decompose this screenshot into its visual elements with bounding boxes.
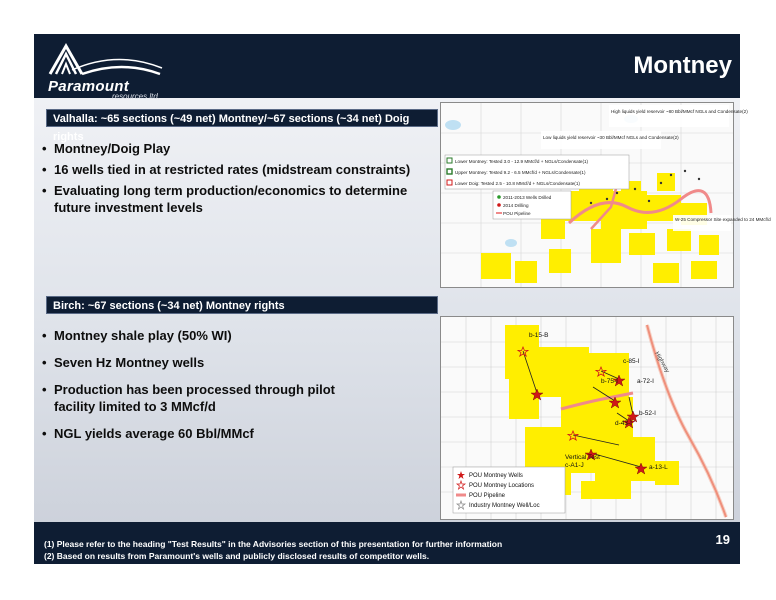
birch-map (440, 316, 734, 520)
page-title: Montney (633, 52, 732, 79)
footnote-1: (1) Please refer to the heading "Test Results" in the Advisories section of this presentation for further information (44, 539, 503, 549)
logo-subtitle: resources ltd. (112, 92, 161, 101)
well-label-c85i: c-85-I (623, 358, 640, 365)
map2-legend-pipeline: POU Pipeline (469, 493, 506, 499)
birch-banner: Birch: ~67 sections (~34 net) Montney rights (46, 296, 438, 314)
valhalla-map (440, 102, 771, 288)
list-item: • Production has been processed through pilot facility limited to 3 MMcf/d (42, 381, 354, 415)
map2-legend-wells: POU Montney Wells (469, 473, 523, 479)
vertical-test-well-label: c-A1-J (565, 462, 584, 469)
footnote-2: (2) Based on results from Paramount's wells and publicly disclosed results of competitor wells. (44, 551, 430, 561)
valhalla-bullet-list (42, 140, 422, 216)
map2-legend-industry: Industry Montney Well/Loc (469, 503, 540, 509)
map1-legend-lower-doig: Lower Doig: Tested 2.5 - 10.8 MMcf/d + NGLs/Condensate(1) (455, 181, 580, 186)
list-item: • Montney shale play (50% WI) (42, 327, 422, 344)
well-label-b75i: b-75-I (601, 378, 618, 385)
slide (34, 34, 771, 564)
map1-legend-pipeline: POU Pipeline (503, 211, 531, 216)
valhalla-map-graphic (441, 103, 771, 287)
logo-arch-icon (42, 40, 172, 80)
well-label-a13l: a-13-L (649, 464, 668, 471)
logo-wordmark: Paramount (48, 78, 130, 95)
map2-legend-locations: POU Montney Locations (469, 483, 535, 489)
header-bar (34, 34, 740, 101)
well-label-b52i: b-52-I (639, 410, 656, 417)
map1-note-low: Low liquids yield reservoir ~30 Bbl/MMcf NGLs and Condensate(2) (543, 135, 679, 140)
map1-note-high: High liquids yield reservoir ~80 Bbl/MMcf NGLs and Condensate(2) (611, 109, 748, 114)
list-item: • 16 wells tied in at restricted rates (midstream constraints) (42, 161, 422, 178)
well-label-b15b: b-15-B (529, 332, 549, 339)
birch-bullet-list (42, 327, 422, 442)
map1-note-compressor: W-25 Compressor Site expanded to 24 MMcf/d (675, 217, 771, 222)
birch-map-graphic (441, 317, 733, 519)
list-item: • Seven Hz Montney wells (42, 354, 422, 371)
map1-legend-upper-montney: Upper Montney: Tested 9.2 - 6.5 MMcf/d + NGLs/Condensate(1) (455, 170, 586, 175)
map1-legend-lower-montney: Lower Montney: Tested 3.0 - 12.9 MMcf/d + NGLs/Condensate(1) (455, 159, 589, 164)
vertical-test-label: Vertical Test (565, 454, 600, 461)
list-item: • NGL yields average 60 Bbl/MMcf (42, 425, 422, 442)
list-item: • Montney/Doig Play (42, 140, 422, 157)
valhalla-banner: Valhalla: ~65 sections (~49 net) Montney/~67 sections (~34 net) Doig rights (46, 109, 438, 127)
footer-bar (34, 522, 740, 564)
list-item: • Evaluating long term production/economics to determine future investment levels (42, 182, 422, 216)
paramount-logo (42, 40, 172, 101)
well-label-d43i: d-43-I (615, 420, 632, 427)
page-number: 19 (715, 532, 730, 547)
well-label-a72i: a-72-I (637, 378, 654, 385)
map1-legend-2014-drilling: 2014 Drilling (503, 203, 529, 208)
map2-road-label: Highway (653, 351, 670, 374)
map1-legend-wells-drilled: 2011-2013 Wells Drilled (503, 195, 552, 200)
